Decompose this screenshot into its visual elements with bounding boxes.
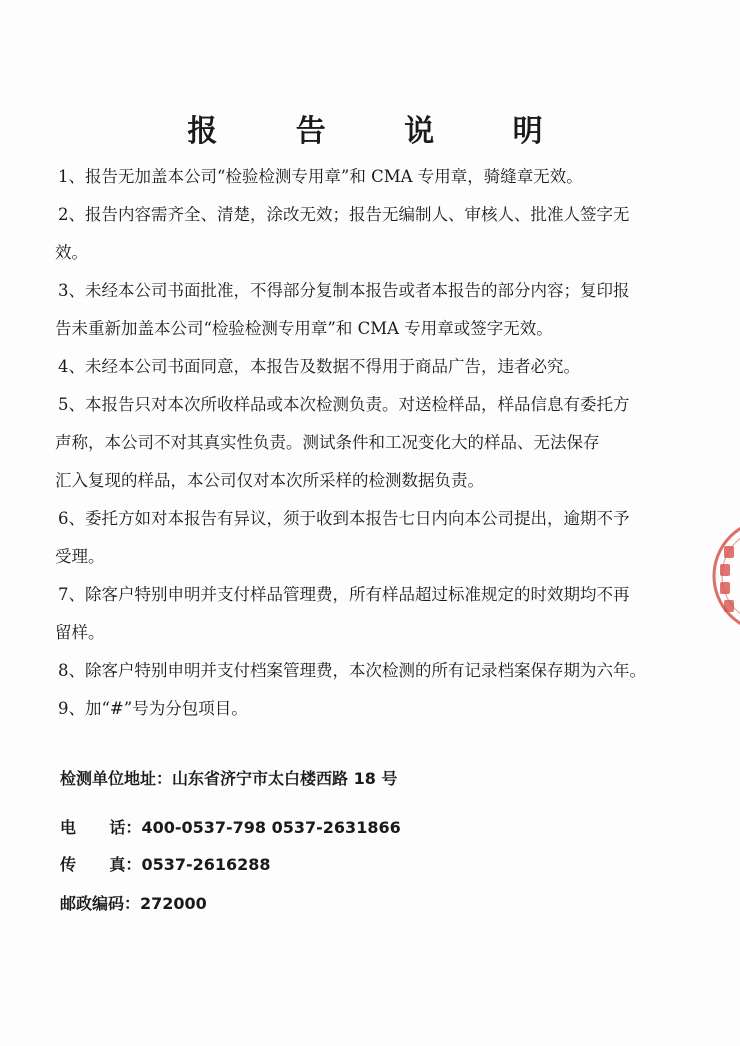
note-number: 4、 [58, 357, 85, 376]
note-number: 8、 [58, 661, 85, 680]
note-line: 委托方如对本报告有异议，须于收到本报告七日内向本公司提出，逾期不予 [85, 509, 630, 528]
note-line: 声称，本公司不对其真实性负责。测试条件和工况变化大的样品、无法保存 [55, 433, 600, 452]
note-line: 汇入复现的样品，本公司仅对本次所采样的检测数据负责。 [55, 471, 484, 490]
fax-value: 0537-2616288 [141, 855, 271, 874]
note-text [85, 690, 686, 728]
note-line: 除客户特别申明并支付档案管理费，本次检测的所有记录档案保存期为六年。 [85, 661, 646, 680]
note-item [55, 272, 686, 348]
postcode-label: 邮政编码： [60, 894, 141, 913]
note-text [55, 272, 686, 348]
note-text [55, 500, 686, 576]
note-number: 2、 [58, 205, 85, 224]
note-item [55, 386, 686, 500]
note-line: 除客户特别申明并支付样品管理费，所有样品超过标准规定的时效期均不再 [85, 585, 630, 604]
note-item [58, 652, 686, 690]
postcode-row [60, 891, 680, 914]
note-line: 告未重新加盖本公司“检验检测专用章”和 CMA 专用章或签字无效。 [55, 319, 553, 338]
red-seal-stamp [692, 516, 740, 636]
address-value: 山东省济宁市太白楼西路 18 号 [172, 769, 398, 788]
note-text [55, 386, 686, 500]
note-number: 7、 [58, 585, 85, 604]
address-row [60, 766, 680, 789]
note-item [58, 348, 686, 386]
note-item [55, 500, 686, 576]
address-label: 检测单位地址： [60, 769, 173, 788]
note-text [85, 348, 686, 386]
page-title: 报 告 说 明 [187, 114, 577, 149]
note-line: 本报告只对本次所收样品或本次检测负责。对送检样品，样品信息有委托方 [85, 395, 630, 414]
notes-list [55, 158, 686, 728]
note-text [85, 158, 686, 196]
note-item [55, 576, 686, 652]
note-number: 6、 [58, 509, 85, 528]
note-number: 5、 [58, 395, 85, 414]
note-line: 受理。 [55, 547, 105, 566]
note-line: 留样。 [55, 623, 105, 642]
note-number: 3、 [58, 281, 85, 300]
note-line: 未经本公司书面批准，不得部分复制本报告或者本报告的部分内容；复印报 [85, 281, 630, 300]
phone-row [60, 815, 680, 838]
note-item [58, 690, 686, 728]
note-item [58, 158, 686, 196]
note-item [55, 196, 686, 272]
phone-label: 电 话： [60, 818, 142, 837]
note-line: 效。 [55, 243, 88, 262]
phone-value: 400-0537-798 0537-2631866 [141, 818, 401, 837]
postcode-value: 272000 [140, 894, 207, 913]
fax-label: 传 真： [60, 855, 142, 874]
note-line: 报告无加盖本公司“检验检测专用章”和 CMA 专用章，骑缝章无效。 [85, 167, 583, 186]
note-line: 报告内容需齐全、清楚，涂改无效；报告无编制人、审核人、批准人签字无 [85, 205, 630, 224]
note-line: 加“#”号为分包项目。 [85, 699, 248, 718]
note-text [55, 196, 686, 272]
note-text [85, 652, 686, 690]
fax-row [60, 852, 680, 875]
note-number: 1、 [58, 167, 85, 186]
note-line: 未经本公司书面同意，本报告及数据不得用于商品广告，违者必究。 [85, 357, 580, 376]
note-text [55, 576, 686, 652]
note-number: 9、 [58, 699, 85, 718]
